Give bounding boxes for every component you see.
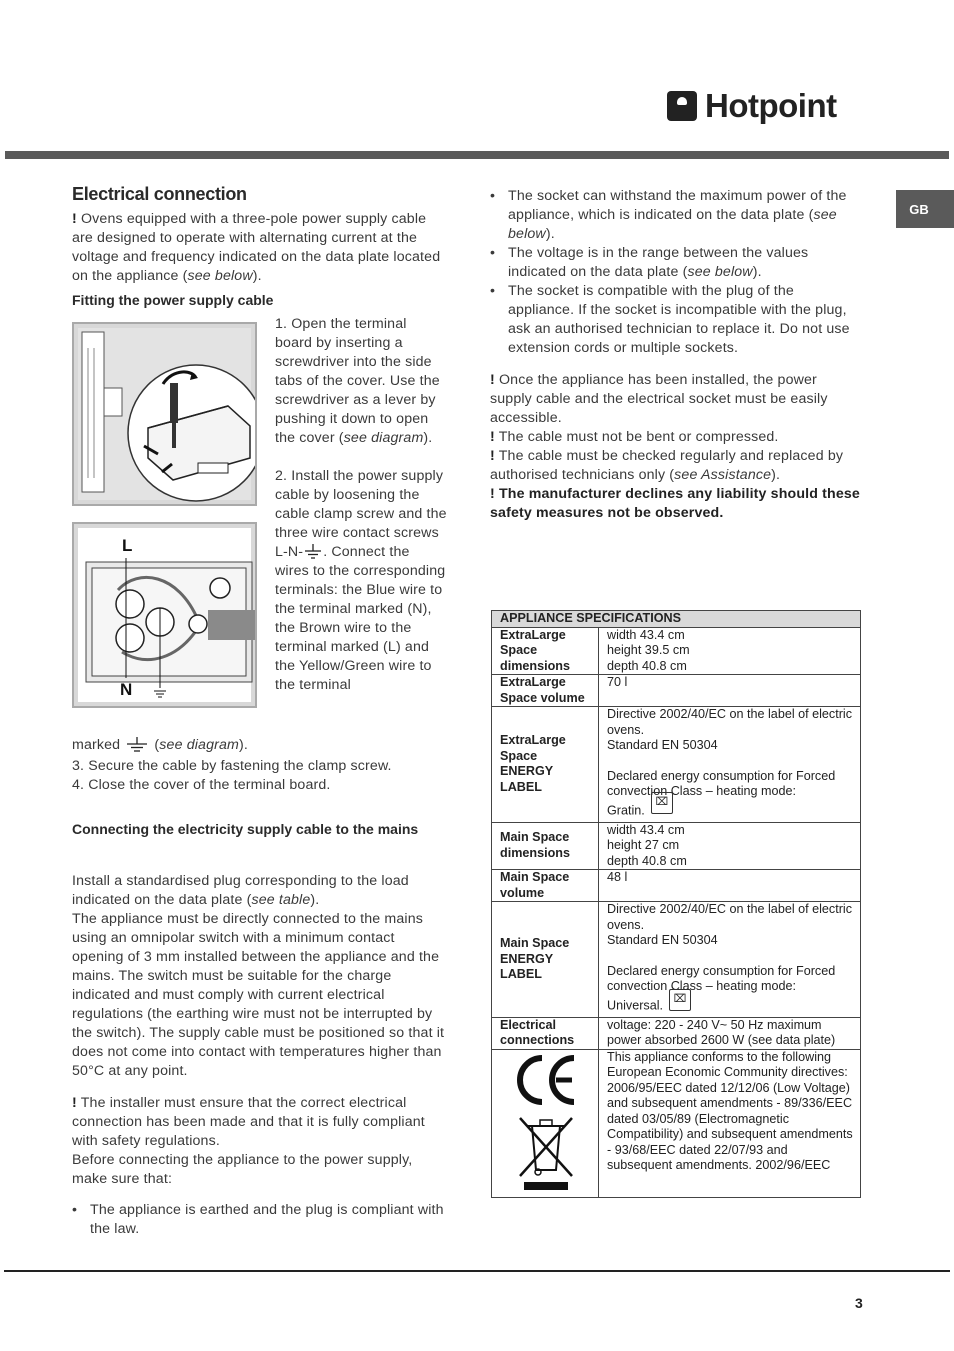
list-item xyxy=(490,244,860,282)
intro-text: Ovens equipped with a three-pole power supply cable are designed to operate with alternating current at the voltage and frequency indicated on the data plate located on the appliance ( xyxy=(72,211,441,284)
row-key: ExtraLarge Space dimensions xyxy=(492,627,599,675)
step-2-text-c: marked xyxy=(72,737,121,753)
footer-rule xyxy=(4,1270,950,1272)
bullet-3-end: ). xyxy=(752,264,762,280)
table-row xyxy=(492,1049,861,1197)
value-line: depth 40.8 cm xyxy=(607,658,687,673)
compliance-marks xyxy=(492,1049,599,1197)
value-line: Directive 2002/40/EC on the label of electric ovens. xyxy=(607,707,853,737)
page-number: 3 xyxy=(855,1295,863,1311)
warning-3-end: ). xyxy=(771,467,781,483)
row-value: 48 l xyxy=(599,870,861,902)
ground-icon xyxy=(303,544,323,560)
warning-3-ref: see Assistance xyxy=(674,467,772,483)
row-key: ExtraLarge Space ENERGY LABEL xyxy=(492,707,599,823)
mains-p1-end: ). xyxy=(310,892,320,908)
warning-2 xyxy=(490,428,862,447)
header-bar xyxy=(5,151,949,159)
value-line: depth 40.8 cm xyxy=(607,853,687,868)
terminal-board-diagram xyxy=(72,522,257,708)
value-line: Standard EN 50304 xyxy=(607,738,718,752)
fitting-heading: Fitting the power supply cable xyxy=(72,292,274,308)
table-row xyxy=(492,870,861,902)
language-tab: GB xyxy=(896,190,954,228)
warning-1 xyxy=(490,371,862,428)
table-header: APPLIANCE SPECIFICATIONS xyxy=(492,611,861,628)
step-1-ref: see diagram xyxy=(343,430,424,446)
heating-mode: Gratin. xyxy=(607,802,645,817)
row-value xyxy=(599,902,861,1018)
intro-ref: see below xyxy=(187,268,253,284)
label-N: N xyxy=(120,680,133,699)
warning-mark: ! xyxy=(490,429,495,445)
warning-mark: ! xyxy=(490,372,495,388)
value-line: width 43.4 cm xyxy=(607,822,685,837)
bullet-2-ref: see below xyxy=(508,207,837,242)
universal-mode-icon: ⌧ xyxy=(669,989,691,1011)
row-value xyxy=(599,822,861,870)
terminal-cover-diagram xyxy=(72,322,257,506)
table-row xyxy=(492,707,861,823)
heating-mode: Universal. xyxy=(607,997,663,1012)
row-value: 70 l xyxy=(599,675,861,707)
step-1 xyxy=(275,315,445,448)
bullet-2-end: ). xyxy=(545,226,555,242)
brand-logo xyxy=(667,86,837,126)
table-row xyxy=(492,675,861,707)
warning-2-text: The cable must not be bent or compressed. xyxy=(498,429,779,445)
warning-1-text: Once the appliance has been installed, the power supply cable and the electrical socket must be easily accessible. xyxy=(490,372,828,426)
warning-3-text: The cable must be checked regularly and replaced by authorised technicians only ( xyxy=(490,448,844,483)
checklist-left xyxy=(72,1201,446,1239)
value-line: height 27 cm xyxy=(607,838,680,852)
row-key: Main Space volume xyxy=(492,870,599,902)
row-value: voltage: 220 - 240 V~ 50 Hz maximum power absorbed 2600 W (see data plate) xyxy=(599,1017,861,1049)
value-line: Declared energy consumption for Forced convection Class – heating mode: xyxy=(607,768,836,798)
mains-p1-text: Install a standardised plug corresponding to the load indicated on the data plate ( xyxy=(72,873,409,908)
step-1-text: 1. Open the terminal board by inserting a screwdriver into the side tabs of the cover. Use the screwdriver as a lever by pushing it down to open the cover ( xyxy=(275,316,440,446)
label-L: L xyxy=(122,536,133,555)
mains-paragraph-2: The appliance must be directly connected to the mains using an omnipolar switch with a minimum contact opening of 3 mm installed between the appliance and the mains. The switch must be suitable for the charge indicated and must comply with current electrical regulations (the earthing wire must not be interrupted by the switch). The supply cable must be positioned so that it does not come into contact with temperatures higher than 50°C at any point. xyxy=(72,911,445,1079)
value-line: height 39.5 cm xyxy=(607,643,690,657)
value-line: width 43.4 cm xyxy=(607,627,685,642)
terminal-cover-illustration xyxy=(78,328,255,504)
installer-text: The installer must ensure that the correct electrical connection has been made and that it is fully compliant with safety regulations. xyxy=(72,1095,425,1149)
value-line: Declared energy consumption for Forced convection Class – heating mode: xyxy=(607,963,836,993)
step-2-text-b: . Connect the wires to the corresponding terminals: the Blue wire to the terminal marked (N), the Brown wire to the terminal marked (L) and the Yellow/Green wire to the terminal xyxy=(275,544,446,693)
terminal-board-illustration xyxy=(78,528,255,706)
warning-mark: ! xyxy=(490,486,495,502)
row-value: This appliance conforms to the following European Economic Community directives: 2006/95/EEC dated 12/12/06 (Low Voltage) and subsequent amendments - 89/336/EEC dated 03/05/89 (Electromagnetic Compatibility) and subsequent amendments - 93/68/EEC dated 22/07/93 and subsequent amendments. 2002/96/EEC xyxy=(599,1049,861,1197)
row-key: Main Space dimensions xyxy=(492,822,599,870)
list-item xyxy=(490,187,860,244)
warning-3 xyxy=(490,447,862,485)
brand-name: Hotpoint xyxy=(705,87,837,124)
value-line xyxy=(607,992,854,1017)
checklist-right xyxy=(490,187,860,358)
table-row xyxy=(492,902,861,1018)
value-line xyxy=(607,795,854,822)
value-line: Standard EN 50304 xyxy=(607,933,718,947)
warnings-block xyxy=(490,371,862,523)
bullet-2-text: The socket can withstand the maximum power of the appliance, which is indicated on the data plate ( xyxy=(508,188,847,223)
warning-4-text: The manufacturer declines any liability should these safety measures not be observed. xyxy=(490,486,860,521)
mains-p1-ref: see table xyxy=(251,892,311,908)
weee-bin-icon xyxy=(516,1114,576,1192)
row-key: ExtraLarge Space volume xyxy=(492,675,599,707)
table-row xyxy=(492,822,861,870)
ce-mark-icon xyxy=(508,1050,584,1110)
value-line: Directive 2002/40/EC on the label of electric ovens. xyxy=(607,902,853,932)
section-title: Electrical connection xyxy=(72,184,247,204)
before-paragraph: Before connecting the appliance to the power supply, make sure that: xyxy=(72,1152,413,1187)
mains-paragraph-1 xyxy=(72,872,446,910)
bullet-3-ref: see below xyxy=(687,264,753,280)
step-2 xyxy=(275,467,447,695)
step-1-end: ). xyxy=(423,430,433,446)
warning-mark: ! xyxy=(490,448,495,464)
gratin-mode-icon: ⌧ xyxy=(651,792,673,814)
step-2-text-a: 2. Install the power supply cable by loosening the cable clamp screw and the three wire contact screws L-N- xyxy=(275,468,447,560)
brand-logo-icon xyxy=(667,91,697,121)
step-2-ref: see diagram xyxy=(159,737,240,753)
warning-mark: ! xyxy=(72,1095,77,1111)
table-row xyxy=(492,627,861,675)
bullet-3-text: The voltage is in the range between the values indicated on the data plate ( xyxy=(508,245,809,280)
ground-icon xyxy=(124,737,150,753)
row-value xyxy=(599,707,861,823)
intro-paragraph xyxy=(72,210,446,286)
step-2-end: marked (see diagram). xyxy=(72,737,248,753)
table-row xyxy=(492,1017,861,1049)
step-3: 3. Secure the cable by fastening the clamp screw. xyxy=(72,758,392,774)
warning-mark: ! xyxy=(72,211,77,227)
list-item: • The socket is compatible with the plug of the appliance. If the socket is incompatible with the plug, ask an authorised technician to replace it. Do not use extension cords or multiple sockets. xyxy=(490,282,860,358)
installer-paragraph xyxy=(72,1094,446,1151)
step-4: 4. Close the cover of the terminal board. xyxy=(72,777,331,793)
specifications-table xyxy=(491,610,861,1198)
row-key: Main Space ENERGY LABEL xyxy=(492,902,599,1018)
intro-end: ). xyxy=(252,268,262,284)
warning-4 xyxy=(490,485,862,523)
list-item: • The appliance is earthed and the plug is compliant with the law. xyxy=(72,1201,446,1239)
mains-heading: Connecting the electricity supply cable to the mains xyxy=(72,821,419,837)
row-key: Electrical connections xyxy=(492,1017,599,1049)
row-value xyxy=(599,627,861,675)
